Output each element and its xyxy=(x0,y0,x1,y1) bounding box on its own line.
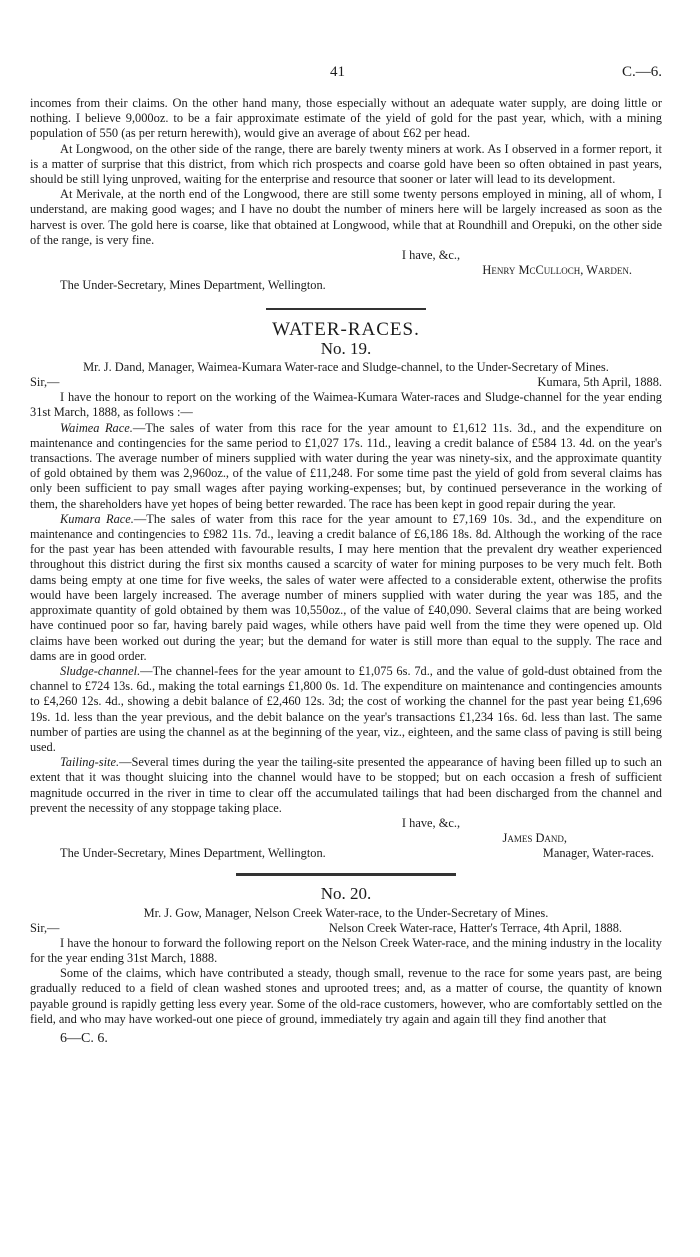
salutation-line xyxy=(30,375,662,390)
paragraph xyxy=(30,421,662,512)
signature xyxy=(30,263,662,278)
addressee: The Under-Secretary, Mines Department, Wellington. xyxy=(60,278,326,293)
paragraph: incomes from their claims. On the other hand many, those especially without an adequate water supply, are doing little or nothing. I believe 9,000oz. to be a fair approximate estimate of the yield of gold for the past year, which, with a mining population of 550 (as per return herewith), would give an average of about £62 per head. xyxy=(30,96,662,141)
section-title: WATER-RACES. xyxy=(272,318,420,340)
place-date: Kumara, 5th April, 1888. xyxy=(537,375,662,390)
signature xyxy=(30,831,662,846)
paragraph: At Merivale, at the north end of the Longwood, there are still some twenty persons employed in mining, all of whom, I understand, are making good wages; and I have no doubt the number of miners here will be largely increased as soon as the harvest is over. The gold here is coarse, like that obtained at Longwood, while that at Roundhill and Orepuki, on the other side of the range, is very fine. xyxy=(30,187,662,247)
paragraph-text: —The sales of water from this race for the year amount to £1,612 11s. 3d., and the expenditure on maintenance and contingencies for the same period to £1,027 17s. 11d., leaving a credit balance of £584 13. 4d. on the year's transactions. The average number of miners supplied with water during the year was ninety-six, and the approximate quantity of gold obtained by them was 2,960oz., of the value of £11,248. For some time past the yield of gold from several claims has only been sufficient to pay small wages after paying working-expenses; but, by continued perseverance in the working of them, the shareholders have yet hopes of being better rewarded. The race has been kept in good repair during the year. xyxy=(30,420,662,511)
addressee-line xyxy=(30,846,662,861)
salutation: Sir,— xyxy=(30,920,60,935)
report-subtitle: Mr. J. Gow, Manager, Nelson Creek Water-race, to the Under-Secretary of Mines. xyxy=(143,905,549,920)
salutation-line xyxy=(30,921,662,936)
closing: I have, &c., xyxy=(401,248,461,263)
document-page xyxy=(30,0,662,1046)
document-reference: C.—6. xyxy=(621,64,662,80)
report-number: No. 20. xyxy=(320,884,372,904)
salutation: Sir,— xyxy=(30,375,60,390)
paragraph: Some of the claims, which have contributed a steady, though small, revenue to the race for some years past, are being gradually reduced to a field of clean washed stones and uprooted trees; and, as a matter of course, the quantity of known payable ground is rapidly getting less every year. Some of the old-race customers, however, who are comfortably settled on the field, and who may have worked-out one piece of ground, immediately try again and again till they find another that xyxy=(30,966,662,1026)
paragraph-text: —The channel-fees for the year amount to £1,075 6s. 7d., and the value of gold-dust obtained from the channel to £724 13s. 6d., making the total earnings £1,800 0s. 1d. The expenditure on maintenance and contingencies amounts to £4,260 12s. 4d., showing a debit balance of £2,460 12s. 3d; the cost of working the channel for the past year being £1,696 19s. 1d. less than the year previous, and the debit balance on the year's transactions £1,234 16s. 6d. less than last. The same number of parties are using the channel as at the beginning of the year, viz., eighteen, and the same class of paving is still being used. xyxy=(30,663,662,754)
signature-mark: 6—C. 6. xyxy=(60,1030,108,1046)
signature-text: Henry McCulloch, Warden. xyxy=(482,263,632,278)
page-number: 41 xyxy=(330,64,345,80)
paragraph: At Longwood, on the other side of the range, there are barely twenty miners at work. As I observed in a former report, it is a matter of surprise that this district, from which rich prospects and coarse gold have been so often obtained in past years, should be still lying unproved, waiting for the enterprise and resource that sooner or later will lead to its development. xyxy=(30,141,662,187)
paragraph xyxy=(30,755,662,816)
closing: I have, &c., xyxy=(401,815,461,830)
report-number: No. 19. xyxy=(320,338,372,358)
page-header xyxy=(30,0,662,80)
paragraph-heading: Sludge-channel. xyxy=(60,663,141,678)
document-body xyxy=(30,96,662,1046)
paragraph-heading: Kumara Race. xyxy=(60,511,134,526)
paragraph-heading: Tailing-site. xyxy=(60,755,120,770)
report-subtitle: Mr. J. Dand, Manager, Waimea-Kumara Water-race and Sludge-channel, to the Under-Secretary of Mines. xyxy=(83,360,609,375)
paragraph xyxy=(30,664,662,755)
paragraph-text: —Several times during the year the tailing-site presented the appearance of having been filled up to such an extent that it was thought sluicing into the channel would have to be stopped; but on each occasion a fresh of sufficient magnitude occurred in the river in time to clear off the accumulated tailings that had been discharged from the channel and prevent the necessity of any stoppage taking place. xyxy=(30,755,662,815)
paragraph-text: —The sales of water from this race for the year amount to £7,169 10s. 3d., and the expenditure on maintenance and contingencies to £982 11s. 7d., leaving a credit balance of £6,186 18s. 8d. Although the working of the race for the past year has been attended with favourable results, I may here mention that the prevalent dry weather experienced throughout this district during the first six months caused a scarcity of water for mining purposes to be very much felt. Both dams being empty at one time for five weeks, the sales of water were affected to a considerable extent, otherwise the profits would have been largely increased. The average number of miners supplied with water during the year was 185, and the approximate quantity of gold obtained by them was 10,550oz., of the value of £40,090. Several claims that are being worked have continued poor so far, having barely paid wages, while others have paid well from the time they were opened up. Old claims have been worked out during the year; but the demand for water is still more than equal to the supply. The race and dams are in good order. xyxy=(30,511,662,663)
paragraph: I have the honour to report on the working of the Waimea-Kumara Water-races and Sludge-channel for the year ending 31st March, 1888, as follows :— xyxy=(30,390,662,420)
divider xyxy=(236,873,456,876)
signature-text: James Dand, xyxy=(502,831,567,846)
addressee: The Under-Secretary, Mines Department, Wellington. xyxy=(60,846,326,861)
paragraph-heading: Waimea Race. xyxy=(60,420,133,435)
signature-title: Manager, Water-races. xyxy=(542,846,654,861)
paragraph xyxy=(30,512,662,664)
divider xyxy=(266,308,426,310)
paragraph: I have the honour to forward the following report on the Nelson Creek Water-race, and the mining industry in the locality for the year ending 31st March, 1888. xyxy=(30,935,662,965)
place-date: Nelson Creek Water-race, Hatter's Terrace, 4th April, 1888. xyxy=(328,920,622,935)
